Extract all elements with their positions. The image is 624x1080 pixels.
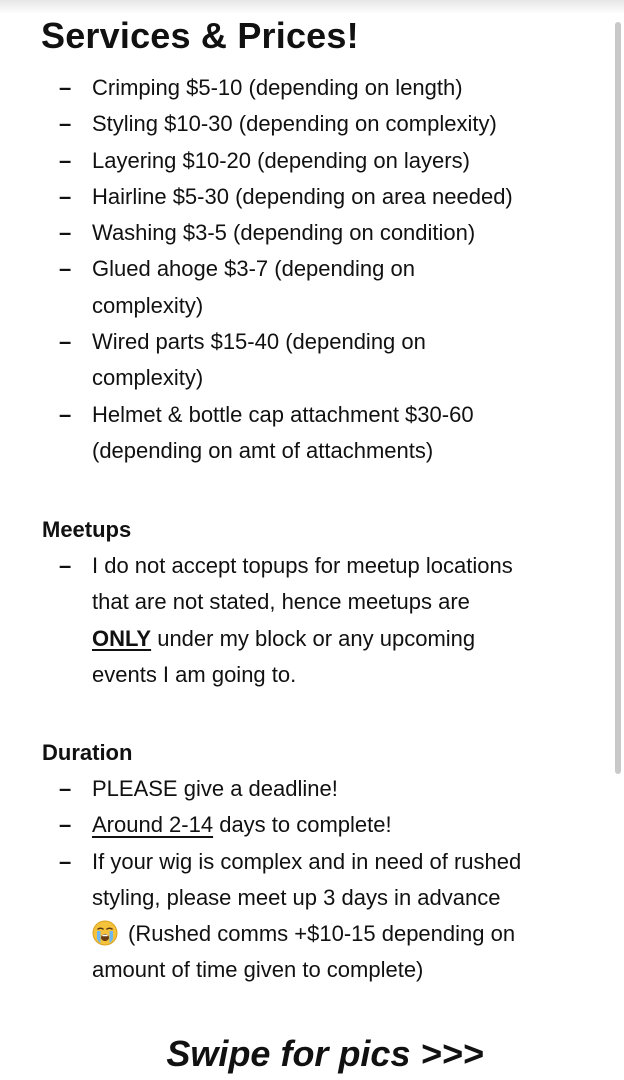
duration-list bbox=[0, 771, 600, 989]
duration-text: PLEASE give a deadline! bbox=[92, 776, 338, 801]
service-text: Hairline $5-30 (depending on area needed) bbox=[92, 183, 513, 209]
list-dash: – bbox=[59, 776, 72, 801]
service-text-continued: complexity) bbox=[92, 365, 204, 391]
swipe-for-pics-caption: Swipe for pics >>> bbox=[166, 1033, 484, 1074]
meetups-emphasis: ONLY bbox=[92, 625, 152, 651]
list-dash: – bbox=[59, 111, 72, 137]
meetups-text-line1: I do not accept topups for meetup locations bbox=[92, 553, 513, 578]
service-text: Wired parts $15-40 (depending on bbox=[92, 329, 426, 355]
duration-heading: Duration bbox=[42, 740, 133, 765]
meetups-text-line2: that are not stated, hence meetups are bbox=[92, 589, 470, 615]
service-text-continued: (depending on amt of attachments) bbox=[92, 437, 434, 463]
duration-text-line3: (Rushed comms +$10-15 depending on bbox=[128, 921, 516, 947]
list-dash: – bbox=[59, 812, 72, 838]
list-dash: – bbox=[59, 75, 72, 100]
service-item-hairline bbox=[0, 179, 600, 215]
service-text: Glued ahoge $3-7 (depending on bbox=[92, 256, 415, 282]
list-dash: – bbox=[59, 256, 72, 282]
service-text: Helmet & bottle cap attachment $30-60 bbox=[92, 401, 474, 427]
list-dash: – bbox=[59, 401, 72, 427]
duration-item-rushed bbox=[0, 844, 600, 989]
service-item-wired-parts bbox=[0, 324, 600, 397]
service-text: Styling $10-30 (depending on complexity) bbox=[92, 111, 497, 137]
duration-text: days to complete! bbox=[213, 812, 392, 838]
service-item-washing bbox=[0, 215, 600, 251]
service-text: Washing $3-5 (depending on condition) bbox=[92, 220, 476, 246]
service-item-helmet-attachment bbox=[0, 397, 600, 470]
list-dash: – bbox=[59, 220, 72, 246]
list-dash: – bbox=[59, 183, 72, 209]
meetups-text-line4: events I am going to. bbox=[92, 661, 297, 687]
duration-text-line4: amount of time given to complete) bbox=[92, 957, 424, 983]
service-text-continued: complexity) bbox=[92, 292, 204, 318]
duration-text-line2: styling, please meet up 3 days in advance bbox=[92, 884, 501, 910]
duration-item-deadline bbox=[0, 771, 600, 807]
list-dash: – bbox=[59, 329, 72, 355]
loudly-crying-face-icon bbox=[92, 920, 118, 946]
list-dash: – bbox=[59, 553, 72, 578]
duration-item-timeframe bbox=[0, 807, 600, 843]
meetups-list bbox=[0, 548, 600, 693]
duration-text-line1: If your wig is complex and in need of rushed bbox=[92, 848, 522, 874]
service-item-layering bbox=[0, 143, 600, 179]
meetups-text-line3: under my block or any upcoming bbox=[151, 625, 476, 651]
meetups-heading: Meetups bbox=[42, 517, 132, 542]
service-item-glued-ahoge bbox=[0, 251, 600, 324]
service-text: Crimping $5-10 (depending on length) bbox=[92, 75, 463, 100]
page-title: Services & Prices! bbox=[41, 15, 359, 56]
duration-underlined-text: Around 2-14 bbox=[92, 812, 214, 838]
meetups-item bbox=[0, 548, 600, 693]
service-text: Layering $10-20 (depending on layers) bbox=[92, 147, 470, 173]
list-dash: – bbox=[59, 147, 72, 173]
service-item-styling bbox=[0, 106, 600, 142]
list-dash: – bbox=[59, 848, 72, 874]
service-item-crimping bbox=[0, 70, 600, 106]
services-list bbox=[0, 70, 600, 469]
scrollbar[interactable] bbox=[615, 22, 621, 774]
